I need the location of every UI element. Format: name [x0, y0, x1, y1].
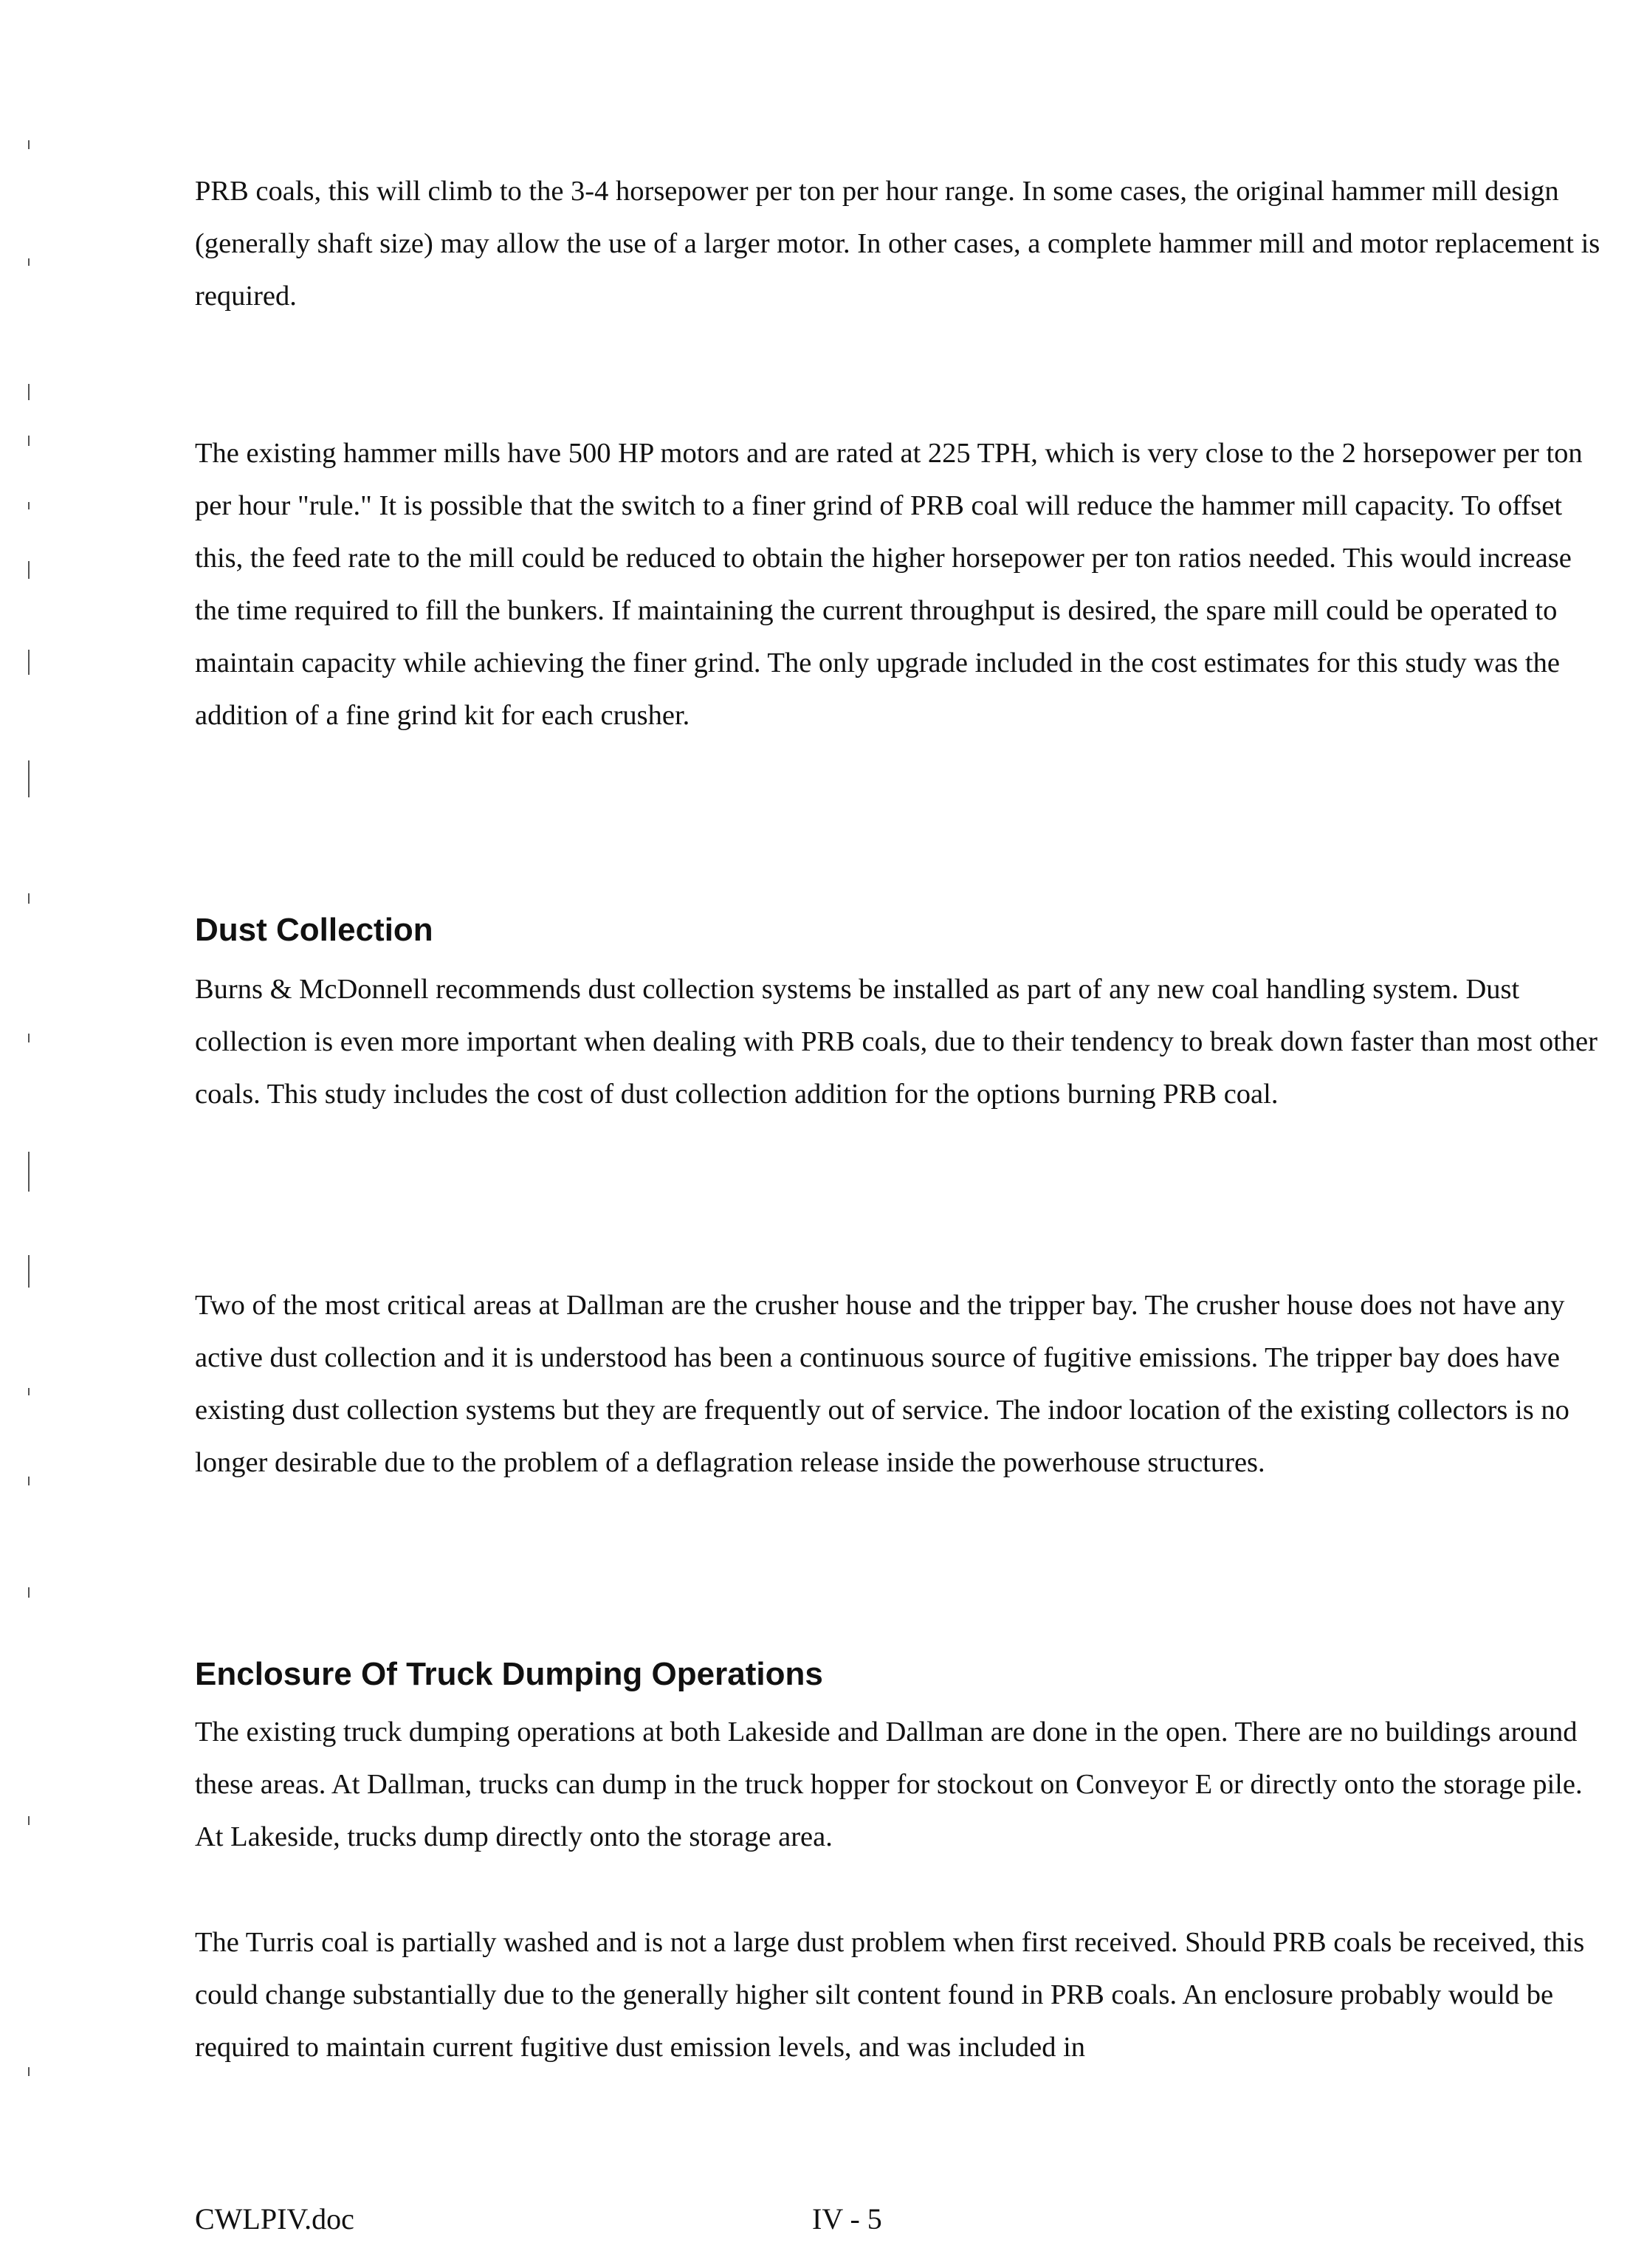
scan-artifact-mark: [28, 502, 30, 509]
heading-dust-collection: Dust Collection: [195, 912, 433, 948]
scan-artifact-mark: [28, 1034, 30, 1042]
footer-page-number: IV - 5: [812, 2202, 882, 2236]
scan-artifact-mark: [28, 2067, 30, 2076]
scan-artifact-mark: [28, 1255, 30, 1288]
scan-artifact-mark: [28, 893, 30, 904]
scan-artifact-mark: [28, 258, 30, 266]
footer-filename: CWLPIV.doc: [195, 2202, 354, 2236]
paragraph-dallman-critical-areas: Two of the most critical areas at Dallman are the crusher house and the tripper bay. The crusher house does not have any active dust collection and it is understood has been a continuous source of fugitive emissions. The tripper bay does have existing dust collection systems but they are frequently out of service. The indoor location of the existing collectors is no longer desirable due to the problem of a deflagration release inside the powerhouse structures.: [195, 1290, 1569, 1478]
scan-artifact-mark: [28, 650, 30, 675]
scan-artifact-mark: [28, 1152, 30, 1192]
scan-artifact-mark: [28, 384, 30, 400]
scan-artifact-mark: [28, 1587, 30, 1598]
paragraph-truck-dumping-operations: The existing truck dumping operations at both Lakeside and Dallman are done in the open. There are no buildings around these areas. At Dallman, trucks can dump in the truck hopper for stockout on Conveyor E or directly onto the storage pile. At Lakeside, trucks dump directly onto the storage area.: [195, 1717, 1583, 1852]
paragraph-turris-coal: The Turris coal is partially washed and is not a large dust problem when first received. Should PRB coals be received, this could change substantially due to the generally higher silt content found in PRB coals. An enclosure probably would be required to maintain current fugitive dust emission levels, and was included in: [195, 1927, 1585, 2063]
paragraph-hammer-mill-intro: PRB coals, this will climb to the 3-4 horsepower per ton per hour range. In some cases, the original hammer mill design (generally shaft size) may allow the use of a larger motor. In other cases, a complete hammer mill and motor replacement is required.: [195, 176, 1600, 312]
scan-artifact-mark: [28, 1816, 30, 1825]
paragraph-existing-hammer-mills: The existing hammer mills have 500 HP motors and are rated at 225 TPH, which is very close to the 2 horsepower per ton per hour "rule." It is possible that the switch to a finer grind of PRB coal will reduce the hammer mill capacity. To offset this, the feed rate to the mill could be reduced to obtain the higher horsepower per ton ratios needed. This would increase the time required to fill the bunkers. If maintaining the current throughput is desired, the spare mill could be operated to maintain capacity while achieving the finer grind. The only upgrade included in the cost estimates for this study was the addition of a fine grind kit for each crusher.: [195, 438, 1583, 731]
scan-artifact-mark: [28, 561, 30, 579]
scan-artifact-mark: [28, 1477, 30, 1485]
heading-enclosure-truck-dumping: Enclosure Of Truck Dumping Operations: [195, 1656, 823, 1692]
paragraph-dust-collection-recommendation: Burns & McDonnell recommends dust collection systems be installed as part of any new coal handling system. Dust collection is even more important when dealing with PRB coals, due to their tendency to break down faster than most other coals. This study includes the cost of dust collection addition for the options burning PRB coal.: [195, 974, 1598, 1110]
scan-artifact-mark: [28, 1388, 30, 1395]
scan-artifact-mark: [28, 436, 30, 446]
scan-artifact-mark: [28, 760, 30, 797]
scan-artifact-mark: [28, 140, 30, 149]
